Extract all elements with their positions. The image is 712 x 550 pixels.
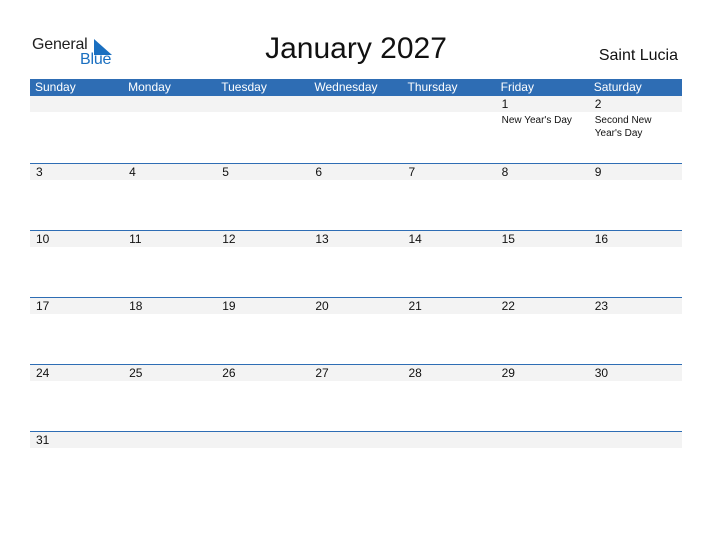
day-cell — [216, 164, 309, 230]
day-number: 13 — [315, 232, 329, 246]
day-cell — [30, 96, 123, 162]
day-cell — [589, 365, 682, 431]
day-number: 11 — [129, 232, 142, 246]
day-cell — [30, 298, 123, 364]
day-cell — [309, 231, 402, 297]
week-cells — [30, 164, 682, 230]
day-number: 4 — [129, 165, 136, 179]
day-number: 8 — [501, 165, 509, 179]
day-number: 9 — [594, 165, 602, 179]
day-cell — [30, 164, 123, 230]
day-cell — [309, 365, 402, 431]
day-number: 15 — [501, 232, 515, 246]
day-cell — [30, 231, 123, 297]
day-cell — [403, 96, 496, 162]
day-cell — [589, 298, 682, 364]
day-cell — [216, 432, 309, 498]
day-number: 23 — [594, 299, 609, 313]
calendar-week — [30, 431, 682, 498]
day-number: 22 — [501, 299, 515, 313]
day-cell — [123, 365, 216, 431]
week-cells — [30, 96, 682, 162]
day-number: 19 — [222, 299, 236, 313]
day-cell — [309, 164, 402, 230]
weekday-friday: Friday — [500, 80, 534, 94]
calendar-week — [30, 96, 682, 163]
day-number: 12 — [222, 232, 236, 246]
calendar-week — [30, 297, 682, 364]
day-cell — [309, 432, 402, 498]
day-number: 31 — [36, 433, 50, 447]
day-cell — [496, 298, 589, 364]
weekday-monday: Monday — [128, 80, 171, 94]
day-number: 17 — [36, 299, 50, 313]
day-number: 18 — [129, 299, 143, 313]
day-number: 7 — [408, 165, 416, 179]
holiday-label: Second New Year's Day — [594, 115, 652, 139]
day-number: 30 — [594, 366, 609, 380]
day-cell — [589, 432, 682, 498]
day-cell — [123, 231, 216, 297]
day-cell — [403, 298, 496, 364]
week-cells — [30, 231, 682, 297]
day-number: 10 — [36, 232, 50, 246]
day-cell — [30, 432, 123, 498]
day-cell — [216, 231, 309, 297]
week-cells — [30, 365, 682, 431]
week-cells — [30, 432, 682, 498]
day-number: 5 — [222, 165, 229, 179]
day-number: 6 — [315, 165, 323, 179]
day-cell — [403, 164, 496, 230]
day-number: 27 — [315, 366, 329, 380]
day-number: 26 — [222, 366, 236, 380]
day-cell — [123, 96, 216, 162]
calendar-grid — [30, 79, 682, 498]
day-number: 28 — [408, 366, 422, 380]
day-cell — [589, 231, 682, 297]
day-number: 20 — [315, 299, 329, 313]
calendar-week — [30, 230, 682, 297]
day-number: 3 — [36, 165, 43, 179]
holiday-label: New Year's Day — [501, 115, 572, 126]
day-cell — [30, 365, 123, 431]
day-number: 21 — [408, 299, 422, 313]
day-cell — [309, 298, 402, 364]
day-cell — [123, 164, 216, 230]
day-number: 2 — [594, 97, 602, 111]
calendar-week — [30, 364, 682, 431]
weekday-sunday: Sunday — [35, 80, 76, 94]
weekday-wednesday: Wednesday — [314, 80, 378, 94]
day-cell — [589, 96, 682, 162]
weekday-thursday: Thursday — [407, 80, 458, 94]
day-number: 16 — [594, 232, 609, 246]
weekday-header — [30, 79, 682, 96]
week-cells — [30, 298, 682, 364]
day-cell — [496, 164, 589, 230]
day-cell — [403, 432, 496, 498]
day-cell — [216, 96, 309, 162]
day-cell — [216, 365, 309, 431]
day-cell — [496, 231, 589, 297]
weekday-tuesday: Tuesday — [221, 80, 267, 94]
page-title: January 2027 — [265, 32, 447, 65]
day-number: 25 — [129, 366, 143, 380]
day-cell — [216, 298, 309, 364]
day-cell — [403, 231, 496, 297]
day-cell — [496, 432, 589, 498]
calendar-weeks — [30, 96, 682, 498]
day-number: 29 — [501, 366, 515, 380]
day-number: 14 — [408, 232, 422, 246]
day-cell — [589, 164, 682, 230]
day-cell — [496, 96, 589, 162]
day-cell — [123, 298, 216, 364]
brand-name-blue: Blue — [80, 51, 112, 68]
day-cell — [403, 365, 496, 431]
day-cell — [496, 365, 589, 431]
brand-name-general: General — [32, 36, 88, 53]
day-cell — [123, 432, 216, 498]
weekday-saturday: Saturday — [593, 80, 642, 94]
day-number: 1 — [501, 97, 509, 111]
country-label: Saint Lucia — [598, 47, 678, 64]
calendar-week — [30, 163, 682, 230]
day-number: 24 — [36, 366, 50, 380]
day-cell — [309, 96, 402, 162]
